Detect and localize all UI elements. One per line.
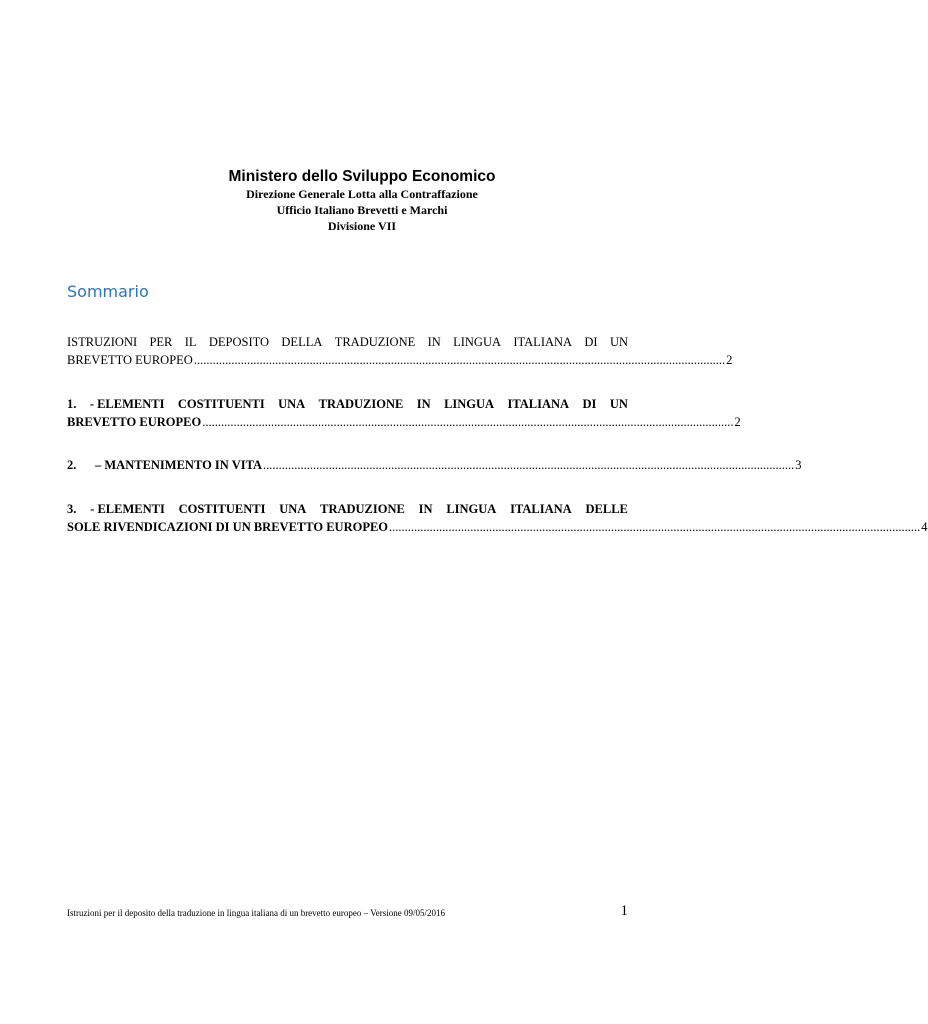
toc-page-number: 2 (734, 415, 741, 429)
dot-leader: .......................................................................................................................................................................... (202, 415, 734, 429)
toc-entry-1[interactable] (67, 395, 741, 431)
toc-word: TRADUZIONE (334, 335, 416, 349)
toc-entry-line2 (67, 351, 733, 369)
toc-word: UNA (279, 502, 307, 516)
toc-word: ITALIANA (513, 335, 573, 349)
toc-word: ITALIANA (507, 397, 570, 411)
toc-word: UN (609, 335, 628, 349)
toc-entry-title: – MANTENIMENTO IN VITA (95, 458, 263, 472)
toc-entry-line2 (67, 518, 928, 536)
toc-word: ITALIANA (510, 502, 572, 516)
toc-entry-line2 (67, 413, 741, 431)
toc-word: LINGUA (453, 335, 502, 349)
toc-word: DEPOSITO (208, 335, 270, 349)
toc-word: UNA (278, 397, 306, 411)
toc-entry-2[interactable] (67, 456, 802, 474)
toc-word: LINGUA (446, 502, 497, 516)
toc-page-number: 2 (726, 353, 733, 367)
toc-page-number: 4 (921, 520, 928, 534)
dot-leader: .......................................................................................................................................................................... (193, 353, 726, 367)
toc-page-number: 3 (795, 458, 802, 472)
toc-entry-number: 3. (67, 502, 77, 516)
toc-word: PER (149, 335, 173, 349)
toc-word: - ELEMENTI (90, 502, 165, 516)
toc-entry-title: BREVETTO EUROPEO (67, 415, 202, 429)
toc-entry-number: 2. (67, 458, 77, 472)
toc-word: ISTRUZIONI (67, 335, 138, 349)
toc-word: LINGUA (444, 397, 495, 411)
toc-word: IL (184, 335, 197, 349)
toc-word: COSTITUENTI (178, 502, 266, 516)
document-header (0, 167, 724, 234)
toc-entry-title: BREVETTO EUROPEO (67, 353, 193, 367)
toc-entry-line1 (67, 395, 628, 413)
toc-word: DI (582, 397, 597, 411)
office-line: Ufficio Italiano Brevetti e Marchi (276, 203, 448, 217)
toc-word: TRADUZIONE (318, 397, 404, 411)
footer-text: Istruzioni per il deposito della traduzione in lingua italiana di un brevetto europeo – Versione 09/05/2016 (67, 908, 445, 918)
division-line: Divisione VII (327, 219, 397, 233)
toc-word: DELLE (585, 502, 628, 516)
toc-word: COSTITUENTI (177, 397, 265, 411)
toc-word: IN (416, 397, 431, 411)
toc-word: DELLA (281, 335, 323, 349)
toc-word: - ELEMENTI (89, 397, 165, 411)
toc-entry-3[interactable] (67, 500, 928, 536)
ministry-title: Ministero dello Sviluppo Economico (228, 168, 496, 185)
directorate-line: Direzione Generale Lotta alla Contraffazione (246, 187, 478, 201)
toc-word: DI (584, 335, 598, 349)
dot-leader: .......................................................................................................................................................................... (263, 458, 795, 472)
toc-word: IN (418, 502, 433, 516)
toc-word: TRADUZIONE (320, 502, 405, 516)
toc-title: Sommario (67, 282, 149, 301)
toc-entry-line1 (67, 500, 628, 518)
toc-entry-line1 (67, 333, 628, 351)
toc-word: UN (609, 397, 628, 411)
toc-word: IN (427, 335, 441, 349)
toc-entry-number: 1. (67, 397, 77, 411)
toc-entry-line (67, 456, 802, 474)
dot-leader: .......................................................................................................................................................................... (389, 520, 921, 534)
toc-entry-istruzioni[interactable] (67, 333, 733, 369)
footer-page-number: 1 (620, 903, 628, 919)
toc-entry-title: SOLE RIVENDICAZIONI DI UN BREVETTO EUROPEO (67, 520, 389, 534)
